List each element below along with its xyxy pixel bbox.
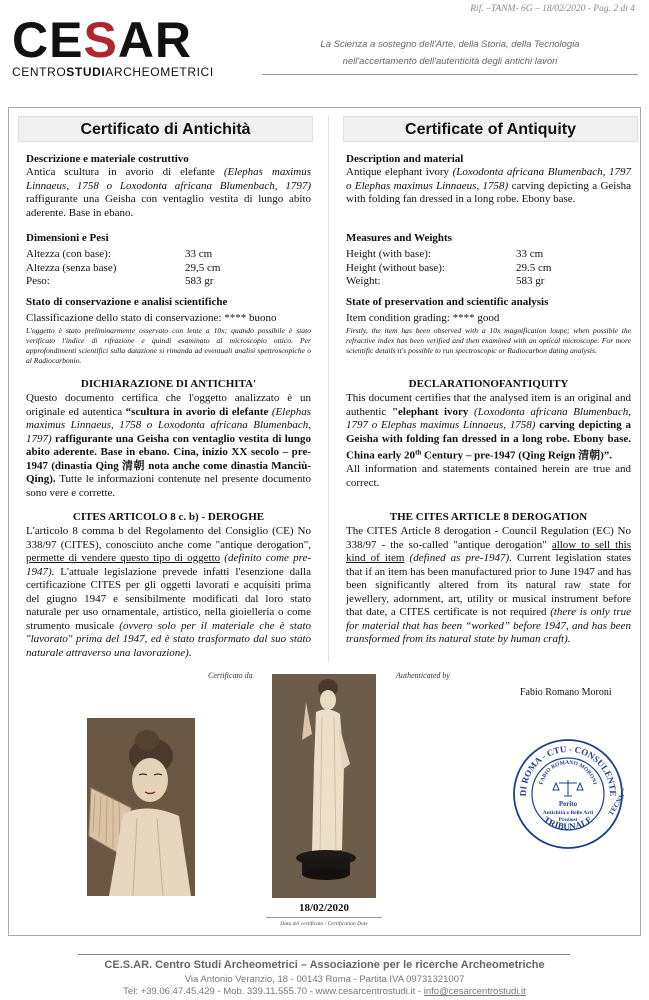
it-dimensions: Dimensioni e Pesi Altezza (con base): 33 cm Altezza (senza base) 29,5 cm Peso: 583 gr <box>26 232 221 287</box>
english-column <box>343 116 638 142</box>
it-cites: CITES ARTICOLO 8 c. b) - DEROGHE L'articolo 8 comma b del Regolamento del Consiglio (CE) No 338/97 (CITES), conosciuto anche come "antique derogation", permette di vendere questo tipo di oggetto (definito come pre-1947). L'attuale legislazione prevede infatti l'esenzione dalla certificazione CITES per gli oggetti lavorati e acquisiti prima del giugno 1947 e sensibilmente modificati dal loro stato naturale per uso ornamentale, artistico, nella gioielleria o come strumento musicale (ovvero solo per il materiale che è stato "lavorato" prima del 1947, ed è stato trasformato dal suo stato naturale attraverso una lavorazione). <box>26 511 311 659</box>
footer-rule <box>78 954 570 955</box>
stamp-top-text: DI ROMA - CTU - CONSULENTE <box>517 743 619 797</box>
geisha-full-photo <box>272 674 376 898</box>
stamp-bottom-text: TRIBUNALE <box>541 814 595 832</box>
footer-contacts: Tel: +39.06.47.45.429 - Mob. 339.11.555.70 - www.cesarcentrostudi.it - info@cesarcentrostudi.it <box>123 986 526 997</box>
italian-column <box>18 116 313 142</box>
certificate-date: 18/02/2020 <box>298 902 350 914</box>
it-conservation: Stato di conservazione e analisi scientifiche Classificazione dello stato di conservazione: **** buono L'oggetto è stato preliminarmente osservato con lente a 10x; quando possibile è stato verificato l'indice di rifrazione e quindi esaminato al microscopio ottico. Per approfondimenti scientifici sulla datazione si rimanda ad eventuali analisi spettroscopiche o al Radiocarbonio. <box>26 296 311 365</box>
it-declaration: DICHIARAZIONE DI ANTICHITA' Questo documento certifica che l'oggetto analizzato è un originale ed autentica “scultura in avorio di elefante (Elephas maximus Linnaeus, 1758 o Loxodonta africana Blumenbach, 1797) raffigurante una Geisha con ventaglio vestita di lungo abito aderente. Base in ebano. Cina, inizio XX secolo – pre-1947 (dinastia Qing 清朝 nota anche come dinastia Manciù-Qing). Tutte le informazioni contenute nel presente documento sono vere e corrette. <box>26 378 311 499</box>
tagline: La Scienza a sostegno dell'Arte, della Storia, della Tecnologia nell'accertamento dell'autenticità degli antichi lavori <box>320 39 580 67</box>
en-declaration: DECLARATIONOFANTIQUITY This document certifies that the analysed item is an original and authentic "elephant ivory (Loxodonta africana Blumenbach, 1797 o Elephas maximus Linnaeus, 1758) carving depicting a Geisha with folding fan dressed in a long robe. Ebony base. China early 20th Century – pre-1947 (Qing Reign 清朝)”. All information and statements contained herein are true and correct. <box>346 378 631 489</box>
date-caption: Data del certificato / Certification Date <box>280 921 368 927</box>
en-conservation: State of preservation and scientific analysis Item condition grading: **** good Firstly, the item has been observed with a 10x magnification loupe; when possible the refractive index has been verified and then examined with an optical microscope. For more scientific details it's possible to run spectroscopic or Radiocarbon dating analysis. <box>346 296 631 355</box>
stamp-role: Perito <box>558 800 578 808</box>
en-cites: THE CITES ARTICLE 8 DEROGATION The CITES Article 8 derogation - Council Regulation (EC) No 338/97 - the so-called "antique derogation" allow to sell this kind of item (defined as pre-1947). Current legislation states that if an item has been manufactured prior to June 1947 and has been significantly altered from its natural raw state for jewellery, adornment, art, utility or musical instrument before that date, a CITES certificate is not required (there is only true for material that has been “worked” before 1947, and has been transformed from its natural state by human craft). <box>346 511 631 645</box>
italian-title: Certificato di Antichità <box>18 116 313 142</box>
official-stamp <box>512 738 624 850</box>
en-description: Description and material Antique elephant ivory (Loxodonta africana Blumenbach, 1797 o Elephas maximus Linnaeus, 1758) carving depicting a Geisha with folding fan dressed in a long robe. Ebony base. <box>346 153 631 205</box>
authenticated-by-label: Authenticated by <box>396 671 450 680</box>
footer-email-link[interactable]: info@cesarcentrostudi.it <box>423 986 526 997</box>
certified-by-label: Certificato da <box>208 671 253 680</box>
stamp-inner-name: FABIO ROMANO MORONI <box>538 759 598 786</box>
stamp-right-text: TECNICO <box>606 785 624 818</box>
cesar-logo <box>12 12 252 79</box>
tagline-rule <box>262 74 638 75</box>
logo-wordmark: CESAR <box>12 12 193 68</box>
stamp-spec-1: Antichità e Belle Arti <box>542 810 594 816</box>
footer-address: Via Antonio Veranzio, 18 - 00143 Roma - Partita IVA 09731321007 <box>184 974 465 985</box>
reference-code: Rif. –TANM- 6G – 18/02/2020 - Pag. 2 di 4 <box>470 4 635 14</box>
geisha-detail-photo <box>87 718 195 896</box>
en-dimensions: Measures and Weights Height (with base): 33 cm Height (without base): 29.5 cm Weight: 583 gr <box>346 232 552 287</box>
signer-name: Fabio Romano Moroni <box>520 687 612 698</box>
it-description: Descrizione e materiale costruttivo Antica scultura in avorio di elefante (Elephas maximus Linnaeus, 1758 o Loxodonta africana Blumenbach, 1797) raffigurante una Geisha con ventaglio vestita di lungo abito aderente. Base in ebano. <box>26 153 311 219</box>
footer-organization: CE.S.AR. Centro Studi Archeometrici – Associazione per le ricerche Archeometriche <box>104 959 545 971</box>
scales-icon <box>553 780 583 796</box>
date-rule <box>266 917 382 918</box>
logo-subtitle: CENTROSTUDIARCHEOMETRICI <box>12 65 214 79</box>
english-title: Certificate of Antiquity <box>343 116 638 142</box>
column-divider <box>328 116 329 662</box>
stamp-spec-2: Preziosi <box>558 817 578 823</box>
